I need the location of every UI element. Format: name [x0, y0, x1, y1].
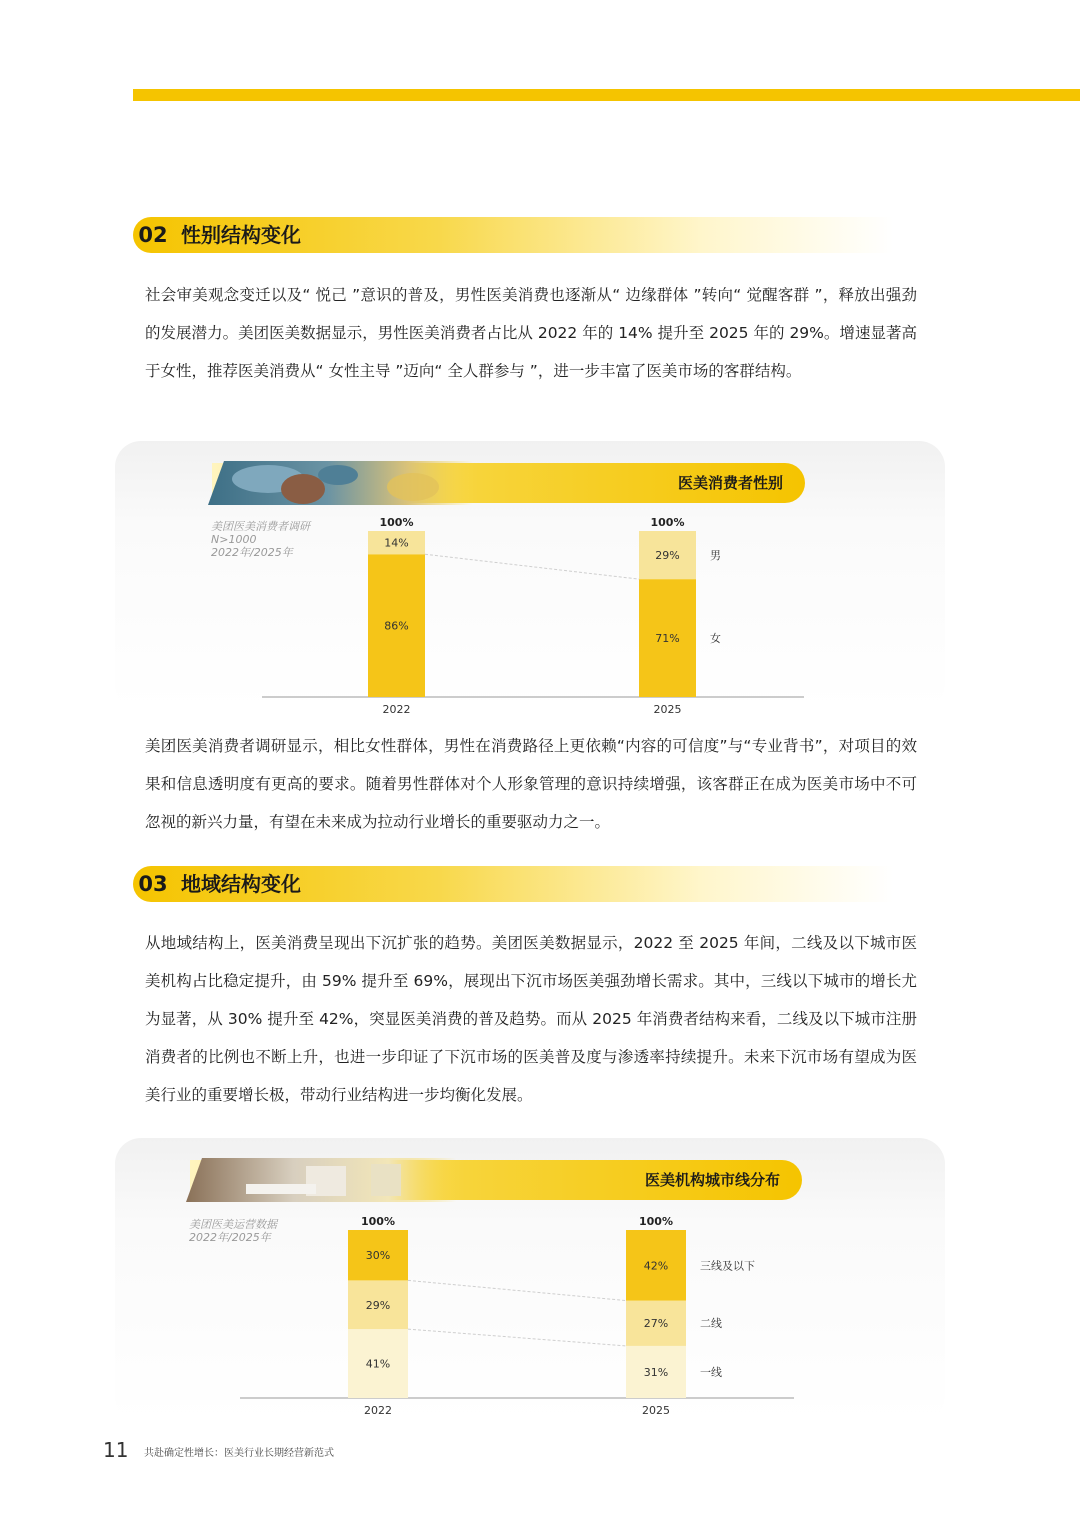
legend-entry: 三线及以下: [700, 1259, 755, 1273]
legend-entry: 女: [710, 632, 721, 646]
source-line: 美团医美运营数据: [189, 1218, 277, 1231]
page-number: 11: [103, 1438, 129, 1462]
footer-title: 共赴确定性增长：医美行业长期经营新范式: [144, 1448, 334, 1459]
data-label: 71%: [655, 632, 680, 646]
legend-entry: 男: [710, 549, 721, 563]
gender-intro-paragraph: 社会审美观念变迁以及“ 悦己 ”意识的普及，男性医美消费也逐渐从“ 边缘群体 ”转向“ 觉醒客群 ”，释放出强劲的发展潜力。美团医美数据显示，男性医美消费者占比从 2022 年的 14% 提升至 2025 年的 29%。增速显著高于女性，推荐医美消费从“ 女性主导 ”迈向“ 全人群参与 ”，进一步丰富了医美市场的客群结构。: [145, 286, 917, 380]
section-number: 03: [138, 872, 168, 896]
x-tick-label: 2025: [653, 703, 682, 716]
data-label: 29%: [655, 549, 680, 563]
legend-entry: 一线: [700, 1365, 722, 1379]
total-label: 100%: [361, 1215, 395, 1228]
source-line: 2022年/2025年: [189, 1231, 271, 1244]
source-line: 2022年/2025年: [211, 546, 293, 559]
data-label: 31%: [643, 1365, 669, 1379]
section-title: 地域结构变化: [181, 872, 301, 896]
source-line: 美团医美消费者调研: [211, 520, 310, 533]
data-label: 27%: [643, 1317, 669, 1331]
x-tick-label: 2025: [642, 1404, 670, 1417]
chart-title: 医美消费者性别: [677, 474, 783, 492]
section-title: 性别结构变化: [181, 223, 301, 247]
legend-entry: 二线: [700, 1317, 722, 1331]
chart-title: 医美机构城市线分布: [644, 1171, 780, 1189]
total-label: 100%: [639, 1215, 673, 1228]
data-label: 14%: [384, 536, 409, 550]
gender-detail-paragraph: 美团医美消费者调研显示，相比女性群体，男性在消费路径上更依赖“内容的可信度”与“专业背书”，对项目的效果和信息透明度有更高的要求。随着男性群体对个人形象管理的意识持续增强，该客群正在成为医美市场中不可忽视的新兴力量，有望在未来成为拉动行业增长的重要驱动力之一。: [145, 737, 917, 831]
source-line: N>1000: [211, 533, 257, 546]
connector-line: [408, 1280, 626, 1300]
region-intro-paragraph: 从地域结构上，医美消费呈现出下沉扩张的趋势。美团医美数据显示，2022 至 2025 年间，二线及以下城市医美机构占比稳定提升，由 59% 提升至 69%，展现出下沉市场医美强劲增长需求。其中，三线以下城市的增长尤为显著，从 30% 提升至 42%，突显医美消费的普及趋势。而从 2025 年消费者结构来看，二线及以下城市注册消费者的比例也不断上升，也进一步印证了下沉市场的医美普及度与渗透率持续提升。未来下沉市场有望成为医美行业的重要增长极，带动行业结构进一步均衡化发展。: [145, 934, 917, 1104]
data-label: 42%: [643, 1259, 669, 1273]
total-label: 100%: [650, 516, 685, 529]
section-number: 02: [138, 223, 168, 247]
connector-line: [408, 1329, 626, 1346]
data-label: 41%: [365, 1357, 391, 1371]
x-tick-label: 2022: [382, 703, 411, 716]
data-label: 86%: [384, 619, 409, 633]
x-tick-label: 2022: [364, 1404, 392, 1417]
total-label: 100%: [379, 516, 414, 529]
data-label: 30%: [365, 1249, 391, 1263]
data-label: 29%: [365, 1298, 391, 1312]
